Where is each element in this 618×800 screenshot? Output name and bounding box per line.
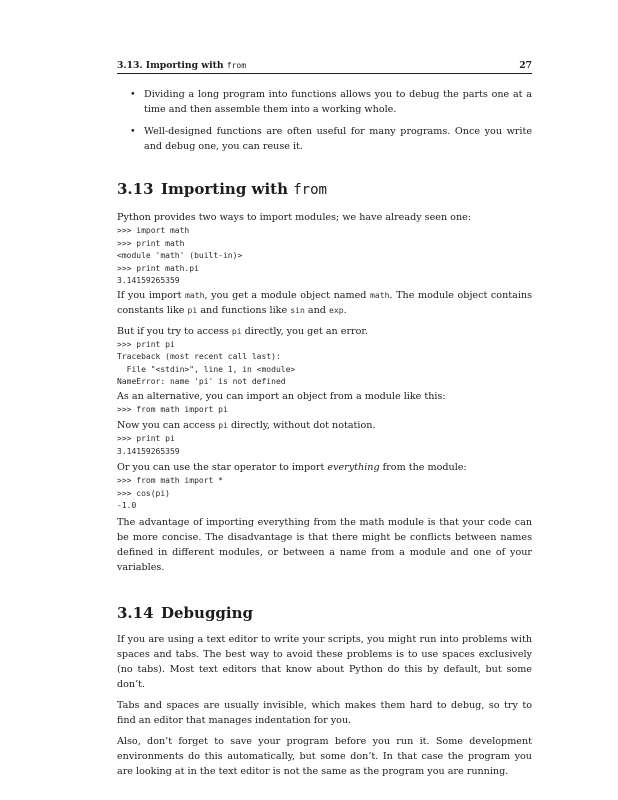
- list-item: • Dividing a long program into functions allows you to debug the parts one at a time and then assemble them into a working whole.: [130, 89, 532, 115]
- paragraph-module-object: If you import math, you get a module object named math. The module object contains constants like pi and functions like sin and exp.: [117, 289, 532, 316]
- code-block-traceback: >>> print pi Traceback (most recent call last): File "<stdin>", line 1, in <module> NameError: name 'pi' is not defined: [117, 339, 296, 386]
- code-block-import-math: >>> import math >>> print math <module 'math' (built-in)> >>> print math.pi 3.14159265359: [117, 226, 243, 285]
- running-header: [117, 60, 532, 74]
- header-section-label: 3.13. Importing with: [117, 60, 224, 71]
- page-number: 27: [519, 60, 532, 71]
- header-section-code: from: [226, 61, 247, 70]
- section-title-code: from: [293, 182, 327, 198]
- bullet-icon: •: [130, 126, 136, 137]
- paragraph-tabs-spaces: Tabs and spaces are usually invisible, which makes them hard to debug, so try to find an editor that manages indentation for you.: [117, 699, 532, 726]
- bullet-icon: •: [130, 89, 136, 100]
- section-title: Importing with: [161, 180, 288, 198]
- paragraph-text-editor: If you are using a text editor to write your scripts, you might run into problems with spaces and tabs. The best way to avoid these problems is to use spaces exclusively (no tabs). Most text editors that know about Python do this by default, but some don’t.: [117, 633, 532, 690]
- bullet-list: [117, 87, 532, 154]
- paragraph-alternative: As an alternative, you can import an object from a module like this:: [117, 390, 446, 402]
- book-page: [117, 60, 532, 779]
- section-heading-3-14: [117, 603, 532, 623]
- code-block-print-pi: >>> print pi 3.14159265359: [117, 434, 180, 456]
- paragraph-advantage: The advantage of importing everything from the math module is that your code can be more concise. The disadvantage is that there might be conflicts between names defined in different modules, or between a name from a module and one of your variables.: [117, 516, 532, 573]
- code-block-import-star: >>> from math import * >>> cos(pi) -1.0: [117, 476, 223, 510]
- code-block-from-import: >>> from math import pi: [117, 404, 228, 414]
- section-heading-3-13: [117, 179, 532, 200]
- section-title: Debugging: [161, 603, 254, 622]
- paragraph-star-operator: Or you can use the star operator to import everything from the module:: [117, 462, 467, 473]
- list-item: • Well-designed functions are often useful for many programs. Once you write and debug one, you can reuse it.: [130, 126, 532, 152]
- section-number: 3.14: [117, 603, 154, 622]
- paragraph-intro: Python provides two ways to import modules; we have already seen one:: [117, 212, 472, 223]
- paragraph-direct-access: Now you can access pi directly, without dot notation.: [117, 420, 376, 431]
- header-section: [117, 60, 246, 71]
- section-number: 3.13: [117, 180, 154, 198]
- paragraph-access-error: But if you try to access pi directly, you get an error.: [117, 325, 368, 337]
- paragraph-save-program: Also, don’t forget to save your program before you run it. Some development environments do this automatically, but some don’t. In that case the program you are looking at in the text editor is not the same as the program you are running.: [117, 735, 532, 777]
